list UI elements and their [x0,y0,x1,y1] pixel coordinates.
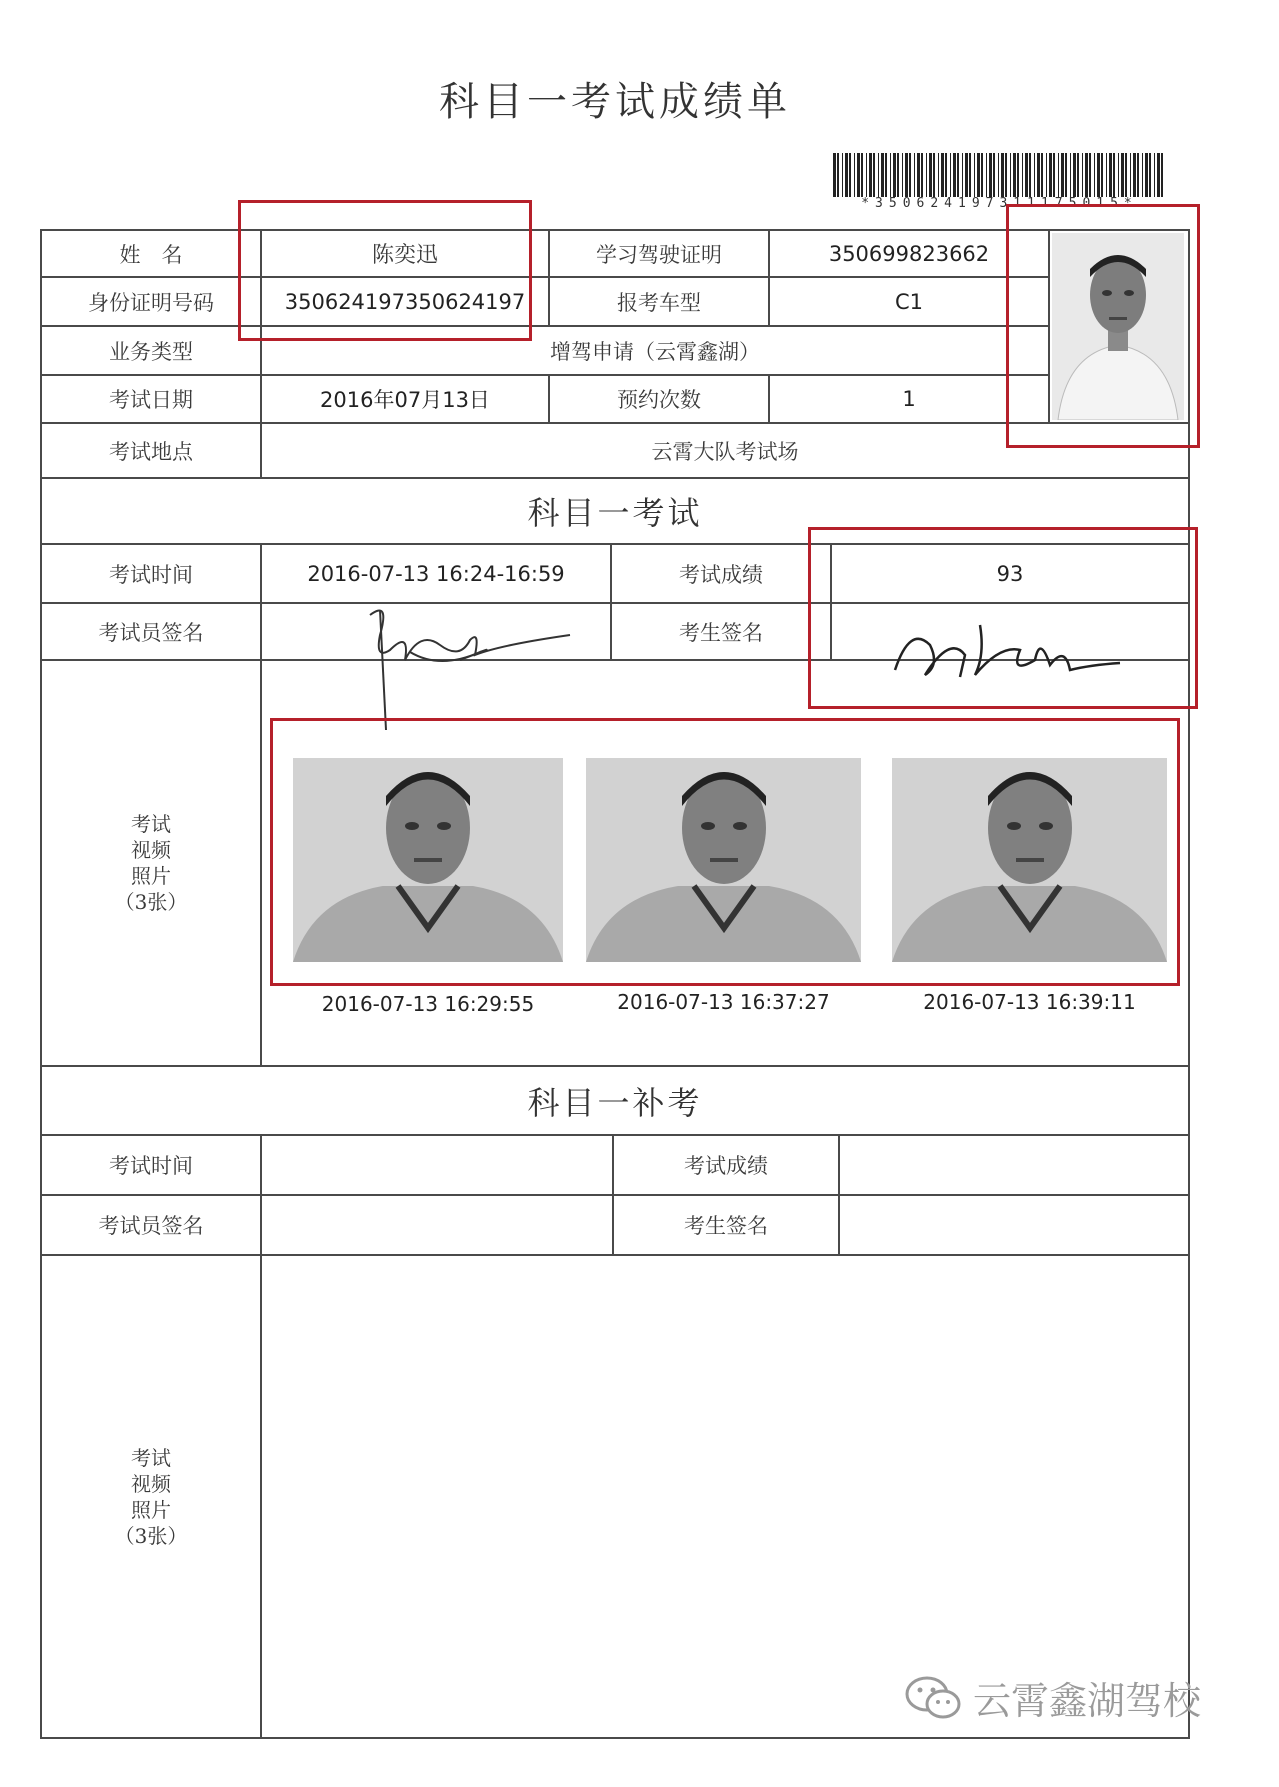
business-value: 增驾申请（云霄鑫湖） [550,339,760,364]
appoint-label: 预约次数 [617,388,701,412]
document-title: 科目一考试成绩单 [439,79,791,125]
exam1-section-title: 科目一考试 [527,494,703,532]
retake-examiner-label: 考试员签名 [98,1214,204,1238]
retake-section-title: 科目一补考 [527,1083,703,1122]
photo-timestamp-1: 2016-07-13 16:29:55 [321,992,535,1016]
highlight-id-photo [1006,204,1200,448]
exam1-score-value: 93 [996,561,1024,586]
vehicle-label: 报考车型 [617,290,701,315]
highlight-exam-photos [270,718,1180,986]
watermark: 云霄鑫湖驾校 [905,1670,1201,1725]
permit-label: 学习驾驶证明 [596,242,722,267]
vehicle-value: C1 [894,289,924,314]
retake-photos-label: 考试 视频 照片 （3张） [114,1445,188,1548]
retake-time-label: 考试时间 [109,1154,193,1178]
name-value: 陈奕迅 [371,243,438,268]
exam1-examinee-label: 考生签名 [679,620,763,645]
photo-timestamp-3: 2016-07-13 16:39:11 [923,990,1136,1014]
permit-value: 350699823662 [828,241,990,266]
place-label: 考试地点 [109,439,193,464]
id-value: 350624197350624197 [284,289,526,314]
photo-timestamp-2: 2016-07-13 16:37:27 [617,990,830,1014]
exam1-time-label: 考试时间 [109,562,193,587]
exam1-photos-label: 考试 视频 照片 （3张） [114,812,188,914]
highlight-name-id [238,200,532,341]
date-label: 考试日期 [109,388,193,412]
exam1-time-value: 2016-07-13 16:24-16:59 [307,561,565,586]
highlight-score-signature [808,527,1198,709]
name-label: 姓 名 [119,242,183,267]
retake-score-label: 考试成绩 [684,1154,768,1178]
place-value: 云霄大队考试场 [651,439,799,464]
business-label: 业务类型 [109,339,193,364]
barcode-number: *350624197311175015* [861,196,1138,211]
exam1-score-label: 考试成绩 [679,562,763,587]
appoint-value: 1 [902,387,916,411]
retake-examinee-label: 考生签名 [684,1214,768,1238]
date-value: 2016年07月13日 [320,388,490,412]
exam1-examiner-label: 考试员签名 [98,620,204,645]
id-label: 身份证明号码 [88,290,214,315]
barcode [833,153,1166,197]
wechat-icon [905,1676,963,1720]
